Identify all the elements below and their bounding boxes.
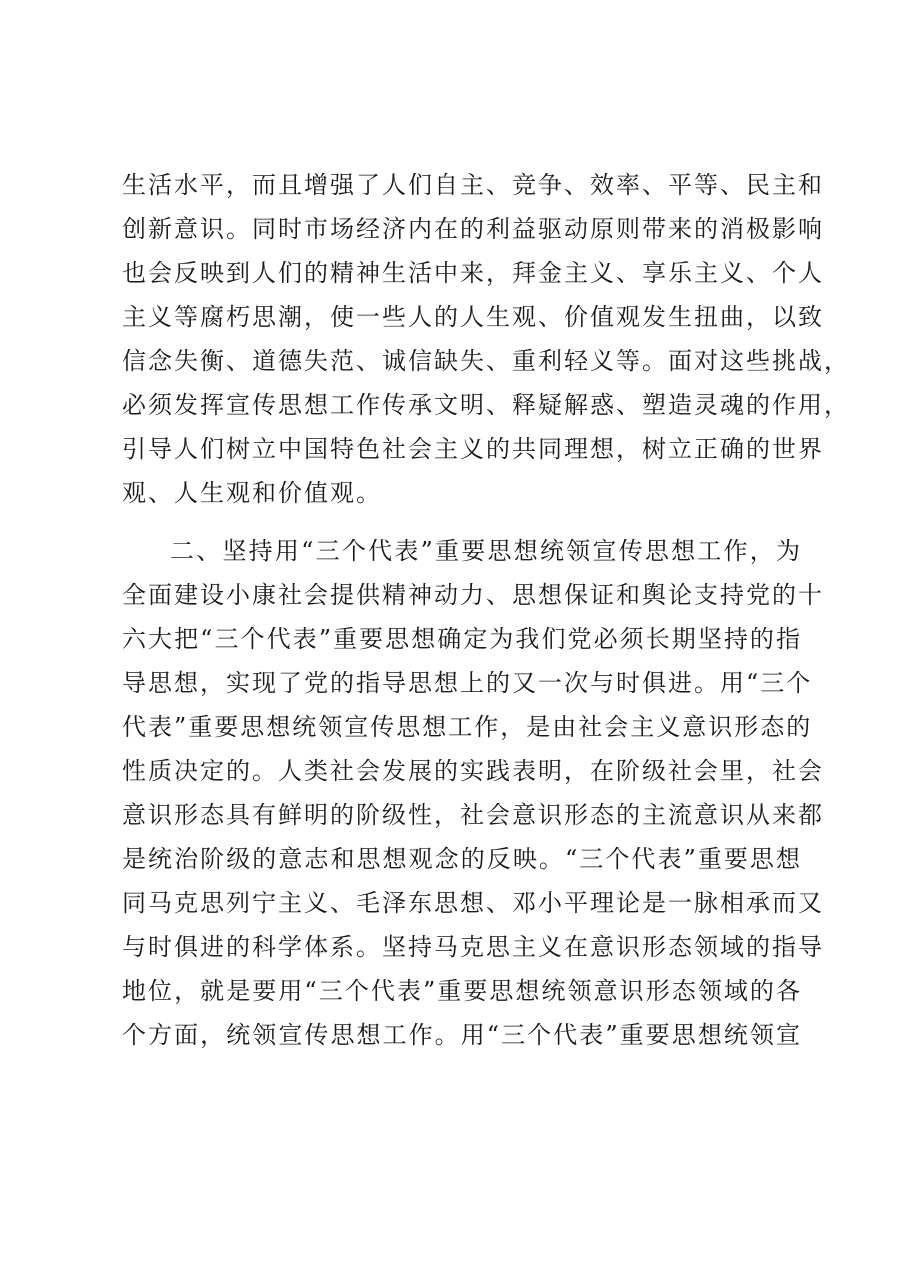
text-line-12: 导思想，实现了党的指导思想上的又一次与时俱进。用“三个	[122, 669, 813, 697]
text-line-4: 主义等腐朽思潮，使一些人的人生观、价值观发生扭曲，以致	[122, 303, 824, 331]
text-line-9: 二、坚持用“三个代表”重要思想统领宣传思想工作，为	[170, 537, 802, 565]
text-line-5: 信念失衡、道德失范、诚信缺失、重利轻义等。面对这些挑战，	[122, 347, 850, 375]
text-line-14: 性质决定的。人类社会发展的实践表明，在阶级社会里，社会	[122, 757, 824, 785]
text-line-3: 也会反映到人们的精神生活中来，拜金主义、享乐主义、个人	[122, 259, 824, 287]
text-line-11: 六大把“三个代表”重要思想确定为我们党必须长期坚持的指	[122, 625, 802, 653]
text-line-19: 地位，就是要用“三个代表”重要思想统领意识形态领域的各	[122, 977, 802, 1005]
text-line-16: 是统治阶级的意志和思想观念的反映。“三个代表”重要思想	[122, 845, 802, 873]
text-line-1: 生活水平，而且增强了人们自主、竞争、效率、平等、民主和	[122, 171, 824, 199]
text-line-18: 与时俱进的科学体系。坚持马克思主义在意识形态领域的指导	[122, 933, 824, 961]
text-line-7: 引导人们树立中国特色社会主义的共同理想，树立正确的世界	[122, 435, 824, 463]
text-line-8: 观、人生观和价值观。	[122, 479, 382, 507]
text-line-15: 意识形态具有鲜明的阶级性，社会意识形态的主流意识从来都	[122, 801, 824, 829]
text-line-10: 全面建设小康社会提供精神动力、思想保证和舆论支持党的十	[122, 581, 824, 609]
text-line-2: 创新意识。同时市场经济内在的利益驱动原则带来的消极影响	[122, 215, 824, 243]
text-line-13: 代表”重要思想统领宣传思想工作，是由社会主义意识形态的	[122, 713, 813, 741]
text-line-17: 同马克思列宁主义、毛泽东思想、邓小平理论是一脉相承而又	[122, 889, 824, 917]
text-line-6: 必须发挥宣传思想工作传承文明、释疑解惑、塑造灵魂的作用，	[122, 391, 850, 419]
text-line-20: 个方面，统领宣传思想工作。用“三个代表”重要思想统领宣	[122, 1021, 802, 1049]
